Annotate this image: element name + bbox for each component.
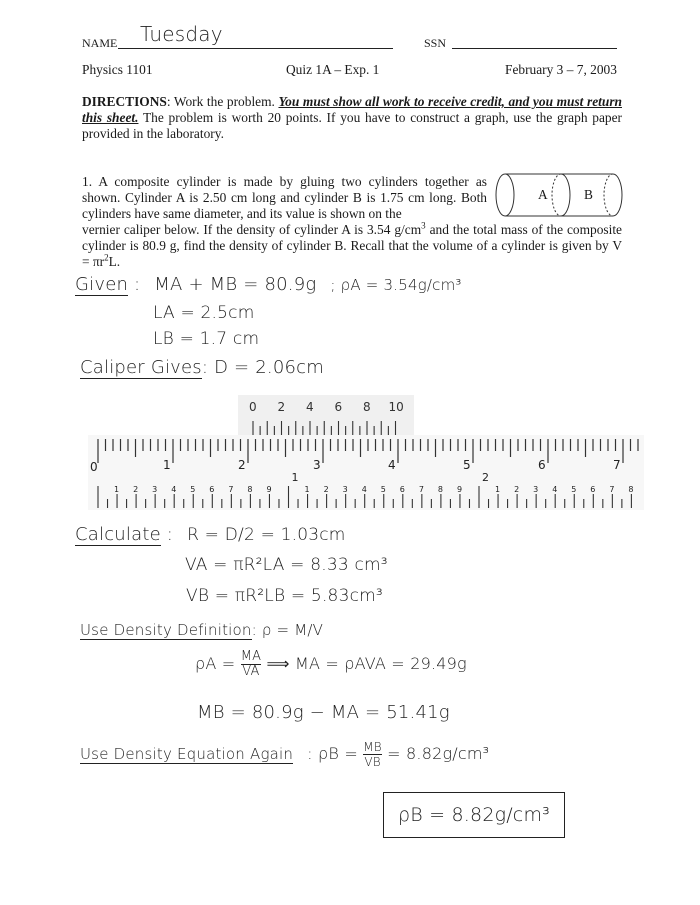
vernier-caliper <box>88 395 644 510</box>
inch-minor-label: 5 <box>190 485 196 494</box>
vernier-scale-label: 10 <box>388 400 404 414</box>
problem-text-b1: vernier caliper below. If the density of cylinder A is 3.54 g/cm <box>82 222 422 237</box>
given-total-mass: MA + MB = 80.9g <box>154 274 317 295</box>
vernier-scale-label: 0 <box>249 400 257 414</box>
main-scale-label: 1 <box>163 458 171 472</box>
given-density-a: ; ρA = 3.54g/cm³ <box>330 276 462 294</box>
problem-text-b <box>82 222 622 270</box>
main-scale-background <box>88 435 644 510</box>
vernier-scale-label: 6 <box>334 400 343 414</box>
density-b-lhs: : ρB = <box>307 744 358 763</box>
density-b-rhs: = 8.82g/cm³ <box>387 744 490 763</box>
main-scale-label: 2 <box>238 458 246 472</box>
vernier-caliper-scale <box>88 395 644 510</box>
density-step-1-fraction <box>241 650 262 679</box>
name-field[interactable] <box>118 22 393 49</box>
name-label: NAME <box>82 36 118 50</box>
directions-part2: The problem is worth 20 points. If you have to construct a graph, use the graph paper provided in the laboratory. <box>82 110 622 141</box>
inch-minor-label: 8 <box>247 485 253 494</box>
inch-minor-label: 8 <box>628 485 634 494</box>
calculate-label: Calculate <box>75 524 161 545</box>
cylinder-b-label: B <box>584 187 593 202</box>
vernier-scale-label: 8 <box>363 400 371 414</box>
inch-minor-label: 8 <box>437 485 443 494</box>
ssn-label: SSN <box>424 36 447 50</box>
inch-minor-label: 1 <box>114 485 120 494</box>
given-label-text: Given <box>75 274 129 295</box>
calculate-heading: Calculate : <box>75 524 174 545</box>
inch-minor-label: 7 <box>418 485 424 494</box>
inch-minor-label: 6 <box>209 485 215 494</box>
directions-part1: : Work the problem. <box>166 94 279 109</box>
density-step-1-rhs: ⟹ MA = ρAVA = 29.49g <box>266 654 467 673</box>
given-label: Given : <box>75 274 141 295</box>
inch-major-label: 1 <box>291 471 299 484</box>
inch-minor-label: 9 <box>456 485 463 494</box>
inch-minor-label: 3 <box>342 485 348 494</box>
inch-minor-label: 2 <box>514 485 520 494</box>
fraction-numerator: MA <box>240 649 262 664</box>
inch-minor-label: 2 <box>133 485 139 494</box>
inch-minor-label: 4 <box>552 485 558 494</box>
problem-sup-2: 2 <box>104 252 109 263</box>
fraction-denominator: VB <box>364 755 381 769</box>
inch-minor-label: 3 <box>152 485 158 494</box>
density-step-1-lhs: ρA = <box>195 654 236 673</box>
inch-minor-label: 5 <box>380 485 386 494</box>
density-b-calc <box>307 740 489 769</box>
main-scale-label: 3 <box>313 458 321 472</box>
composite-cylinder-figure <box>495 172 625 218</box>
directions-emphasis: You must show all work to receive credit, and you must return this sheet. <box>82 94 622 125</box>
inch-minor-label: 2 <box>323 485 329 494</box>
main-scale-label: 5 <box>463 458 471 472</box>
inch-minor-label: 9 <box>266 485 272 494</box>
mass-b-calc: MB = 80.9g − MA = 51.41g <box>197 702 450 723</box>
course-name: Physics 1101 <box>82 62 153 77</box>
given-length-a: LA = 2.5cm <box>153 303 255 323</box>
inch-minor-label: 7 <box>228 485 234 494</box>
inch-minor-label: 7 <box>609 485 615 494</box>
ssn-field[interactable] <box>452 28 617 49</box>
caliper-value: : D = 2.06cm <box>201 357 324 378</box>
calc-volume-a: VA = πR²LA = 8.33 cm³ <box>185 555 388 575</box>
fraction-numerator: MB <box>363 740 382 754</box>
inch-minor-label: 3 <box>533 485 539 494</box>
fraction-denominator: VA <box>242 664 260 679</box>
inch-minor-label: 5 <box>571 485 577 494</box>
density-b-fraction <box>363 740 382 769</box>
vernier-scale-label: 4 <box>306 400 314 414</box>
inch-minor-label: 6 <box>590 485 596 494</box>
given-length-b: LB = 1.7 cm <box>153 329 260 349</box>
calc-radius: R = D/2 = 1.03cm <box>187 525 346 545</box>
inch-minor-label: 6 <box>399 485 405 494</box>
directions <box>82 94 622 142</box>
calculate-row <box>75 524 346 545</box>
problem-text-a: 1. A composite cylinder is made by gluing two cylinders together as shown. Cylinder A is 2.50 cm long and cylinder B is 1.75 cm long. Both cylinders have same diameter, and its value is shown on the <box>82 174 487 221</box>
density-again-row <box>80 740 489 769</box>
main-scale-label: 4 <box>388 458 396 472</box>
problem-text-b2: and the total mass of the composite cylinder is 80.9 g, find the density of cylinder B. Recall that the volume of a cylinder is given by V = πr <box>82 222 623 269</box>
density-formula: : ρ = M/V <box>251 621 324 639</box>
density-definition <box>80 621 323 639</box>
density-label: Use Density Definition <box>80 621 252 639</box>
density-again-label: Use Density Equation Again <box>80 745 294 763</box>
vernier-scale-label: 2 <box>277 400 286 414</box>
calc-volume-b: VB = πR²LB = 5.83cm³ <box>186 586 383 606</box>
given-row <box>75 274 462 295</box>
caliper-label: Caliper Gives <box>80 357 202 378</box>
main-scale-label: 7 <box>613 458 621 472</box>
inch-minor-label: 1 <box>304 485 310 494</box>
directions-label: DIRECTIONS <box>82 94 167 109</box>
caliper-result <box>80 357 324 378</box>
main-scale-label: 6 <box>538 458 546 472</box>
main-scale-label: 0 <box>90 460 98 474</box>
cylinder-a-label: A <box>538 187 548 202</box>
final-answer-box: ρB = 8.82g/cm³ <box>383 792 565 838</box>
quiz-dates: February 3 – 7, 2003 <box>505 62 617 77</box>
density-step-1 <box>195 650 467 679</box>
name-value: Tuesday <box>140 22 223 46</box>
inch-major-label: 2 <box>482 471 489 484</box>
density-again <box>80 745 293 763</box>
quiz-title: Quiz 1A – Exp. 1 <box>286 62 380 77</box>
inch-minor-label: 1 <box>495 485 501 494</box>
inch-minor-label: 4 <box>361 485 367 494</box>
inch-minor-label: 4 <box>171 485 177 494</box>
problem-text-b3: L. <box>108 254 121 269</box>
problem-sup-1: 3 <box>421 220 426 231</box>
